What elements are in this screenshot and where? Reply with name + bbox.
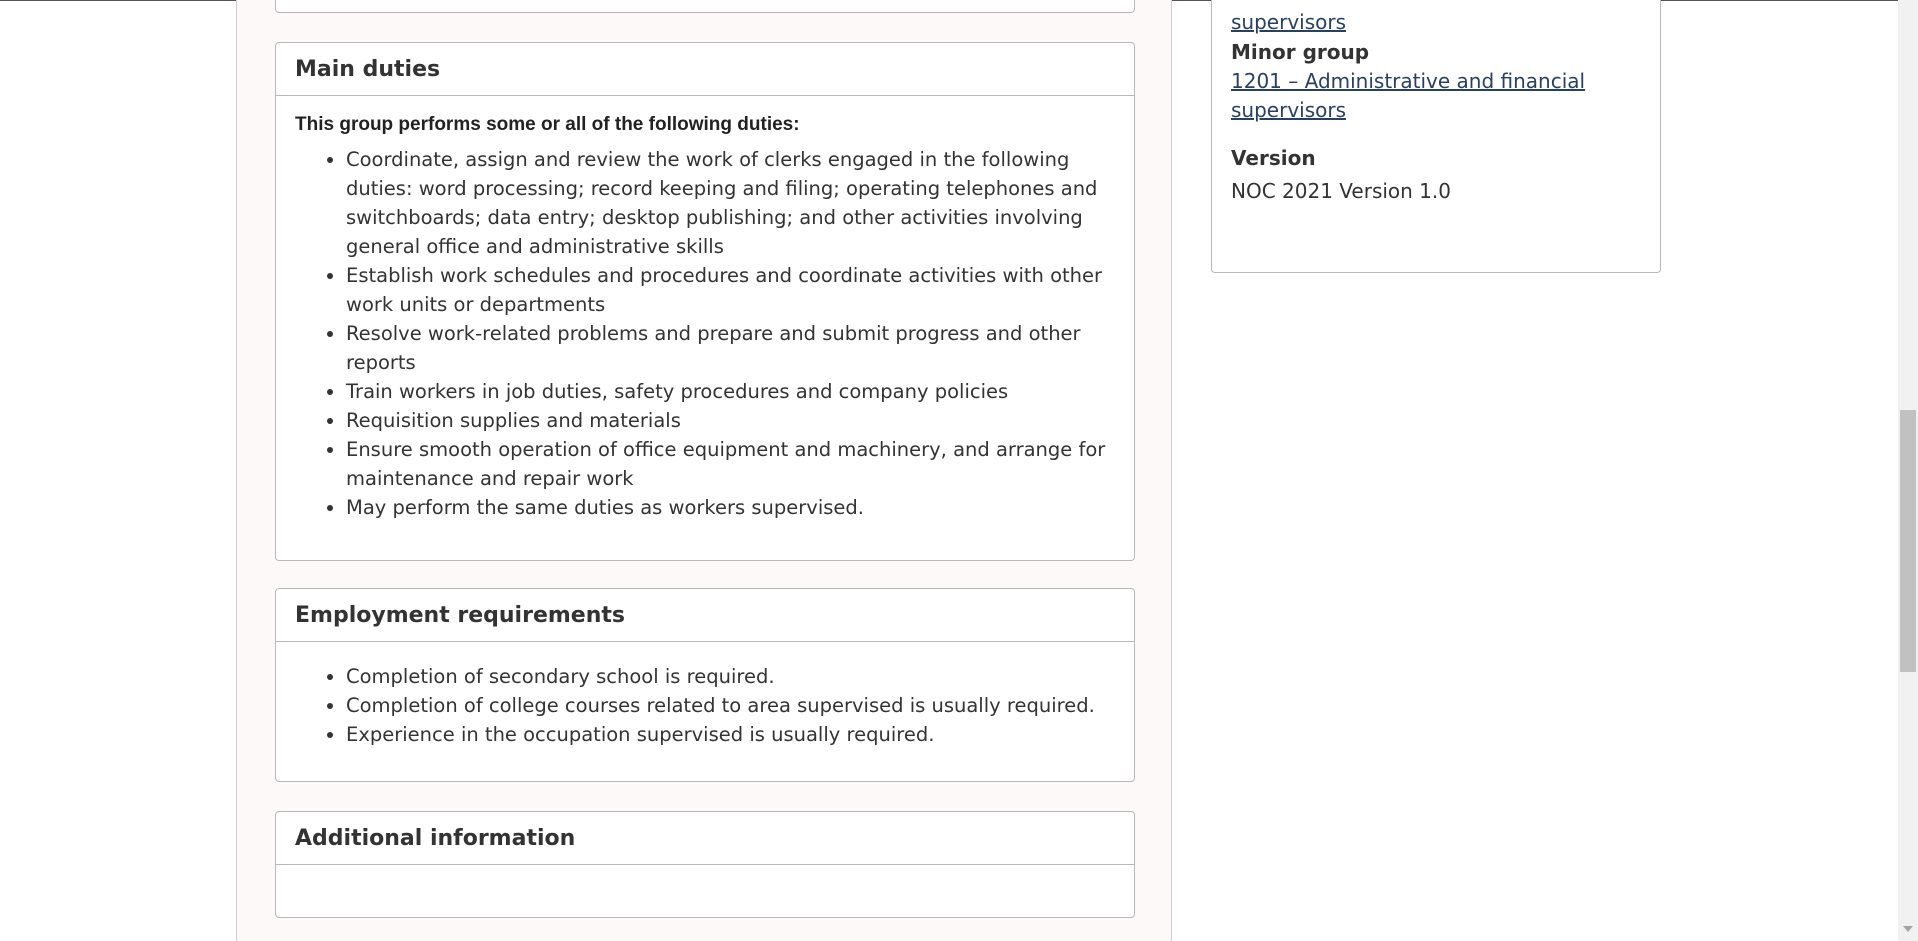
- employment-requirements-header: [276, 589, 1134, 642]
- main-duties-body: [276, 96, 1134, 522]
- scroll-down-arrow-icon[interactable]: [1903, 926, 1913, 932]
- list-item: • Resolve work-related problems and prepare and submit progress and other reports: [346, 319, 1115, 377]
- employment-requirements-list: [295, 662, 1115, 749]
- employment-requirements-card: [275, 588, 1135, 782]
- additional-information-header: [276, 812, 1134, 865]
- version-label: Version: [1231, 146, 1316, 170]
- main-duties-header: [276, 43, 1134, 96]
- list-item: • Completion of college courses related to area supervised is usually required.: [346, 691, 1115, 720]
- list-item: • Establish work schedules and procedures and coordinate activities with other work units or departments: [346, 261, 1115, 319]
- main-duties-list: [295, 145, 1115, 522]
- scrollbar-thumb[interactable]: [1900, 410, 1916, 672]
- additional-information-title: Additional information: [295, 825, 576, 851]
- main-duties-title: Main duties: [295, 56, 441, 82]
- version-value: NOC 2021 Version 1.0: [1231, 179, 1451, 203]
- list-item: • Ensure smooth operation of office equipment and machinery, and arrange for maintenance and repair work: [346, 435, 1115, 493]
- list-item: • Coordinate, assign and review the work of clerks engaged in the following duties: word processing; record keeping and filing; operating telephones and switchboards; data entry; desktop publishing; and other activities involving general office and administrative skills: [346, 145, 1115, 261]
- list-item: • Completion of secondary school is required.: [346, 662, 1115, 691]
- minor-group-link[interactable]: 1201 – Administrative and financial supervisors: [1231, 69, 1586, 122]
- main-duties-intro: This group performs some or all of the following duties:: [295, 114, 800, 135]
- major-group-link[interactable]: supervisors: [1231, 10, 1347, 34]
- list-item: • Experience in the occupation supervised is usually required.: [346, 720, 1115, 749]
- occupation-details-panel: [1211, 0, 1661, 273]
- previous-section-card: [275, 0, 1135, 13]
- additional-information-card: [275, 811, 1135, 918]
- list-item: • Requisition supplies and materials: [346, 406, 1115, 435]
- list-item: • Train workers in job duties, safety procedures and company policies: [346, 377, 1115, 406]
- employment-requirements-body: [276, 642, 1134, 749]
- minor-group-label: Minor group: [1231, 40, 1370, 64]
- employment-requirements-title: Employment requirements: [295, 602, 625, 628]
- main-duties-card: [275, 42, 1135, 561]
- list-item: • May perform the same duties as workers supervised.: [346, 493, 1115, 522]
